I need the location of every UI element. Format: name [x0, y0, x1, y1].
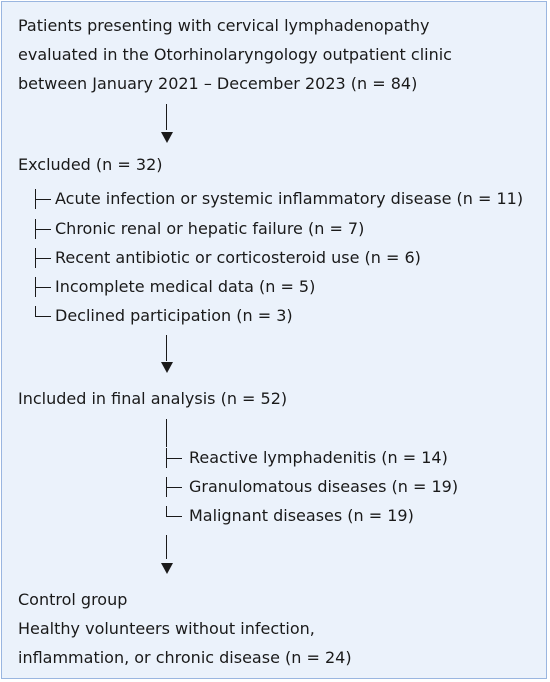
start-line-3: between January 2021 – December 2023 (n = 84): [18, 74, 418, 93]
arrow-down-icon: [161, 362, 173, 373]
tree-branch-icon: [35, 248, 51, 268]
tree-branch-icon: [35, 277, 51, 297]
excluded-title: Excluded (n = 32): [18, 155, 163, 174]
connector-line-2: [166, 335, 167, 361]
included-item: Granulomatous diseases (n = 19): [189, 477, 459, 496]
excluded-item: Acute infection or systemic inflammatory disease (n = 11): [55, 189, 524, 208]
tree-branch-icon: [35, 189, 51, 209]
excluded-item: Recent antibiotic or corticosteroid use (n = 6): [55, 248, 421, 267]
tree-end-branch-icon: [166, 506, 182, 526]
included-trunk-line: [166, 419, 167, 447]
excluded-item: Declined participation (n = 3): [55, 306, 293, 325]
excluded-item: Incomplete medical data (n = 5): [55, 277, 316, 296]
tree-branch-icon: [166, 448, 182, 468]
control-line-3: inflammation, or chronic disease (n = 24): [18, 648, 352, 667]
included-item: Malignant diseases (n = 19): [189, 506, 414, 525]
included-title: Included in final analysis (n = 52): [18, 389, 288, 408]
tree-end-branch-icon: [35, 306, 51, 326]
included-item: Reactive lymphadenitis (n = 14): [189, 448, 448, 467]
connector-line-3: [166, 535, 167, 559]
arrow-down-icon: [161, 563, 173, 574]
connector-line-1: [166, 104, 167, 130]
arrow-down-icon: [161, 132, 173, 143]
control-line-2: Healthy volunteers without infection,: [18, 619, 315, 638]
start-line-1: Patients presenting with cervical lymphadenopathy: [18, 16, 430, 35]
start-line-2: evaluated in the Otorhinolaryngology outpatient clinic: [18, 45, 452, 64]
control-title: Control group: [18, 590, 128, 609]
flowchart-panel: [1, 1, 547, 679]
tree-branch-icon: [166, 477, 182, 497]
excluded-item: Chronic renal or hepatic failure (n = 7): [55, 219, 365, 238]
tree-branch-icon: [35, 219, 51, 239]
